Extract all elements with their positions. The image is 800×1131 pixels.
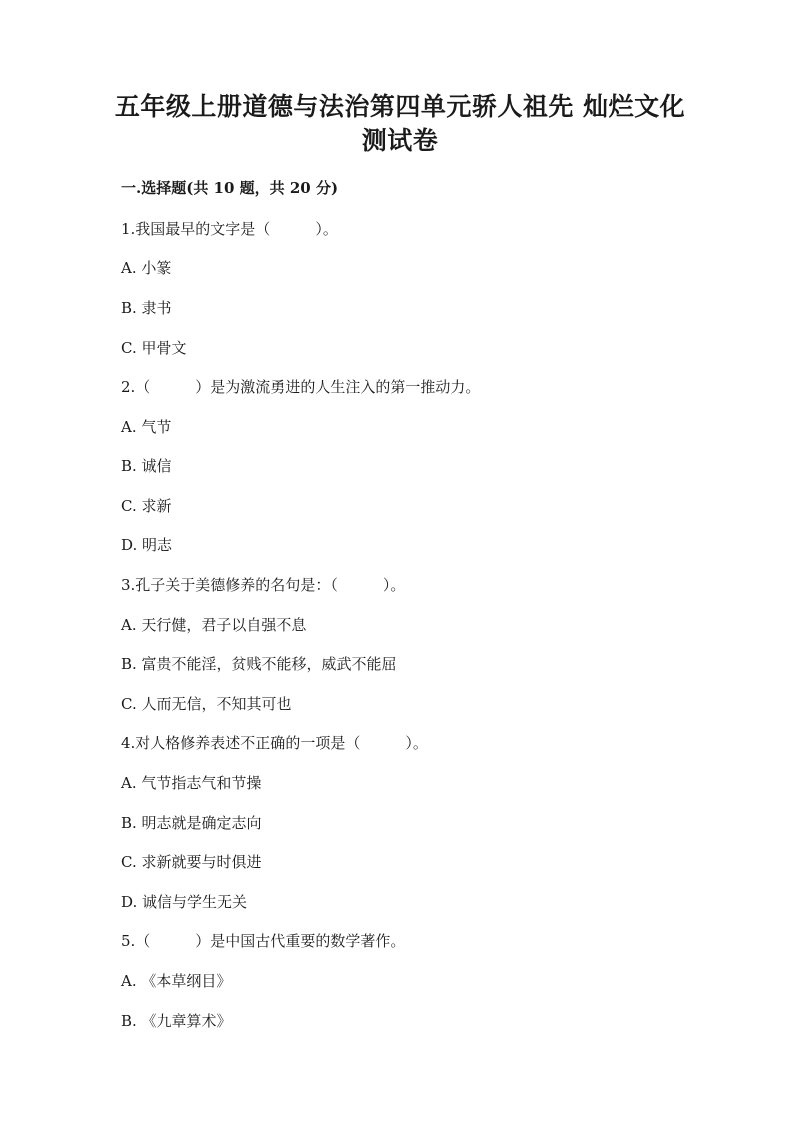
question-5-option-a: A. 《本草纲目》: [121, 972, 232, 990]
question-5-option-b: B. 《九章算术》: [121, 1012, 232, 1030]
question-2-stem: 2.（ ）是为激流勇进的人生注入的第一推动力。: [121, 378, 481, 396]
document-title: [0, 90, 800, 158]
question-2-option-c: C. 求新: [121, 497, 172, 515]
question-4-option-c: C. 求新就要与时俱进: [121, 853, 262, 871]
question-3-option-a: A. 天行健，君子以自强不息: [121, 616, 307, 634]
question-1-option-a: A. 小篆: [121, 259, 172, 277]
question-1-option-c: C. 甲骨文: [121, 339, 187, 357]
question-2-option-d: D. 明志: [121, 536, 173, 554]
section-heading: 一.选择题(共 10 题，共 20 分): [121, 179, 339, 197]
question-4-option-b: B. 明志就是确定志向: [121, 814, 262, 832]
question-2-option-a: A. 气节: [121, 418, 172, 436]
question-4-stem: 4.对人格修养表述不正确的一项是（ ）。: [121, 734, 428, 752]
question-3-option-c: C. 人而无信，不知其可也: [121, 695, 292, 713]
question-1-stem: 1.我国最早的文字是（ ）。: [121, 220, 338, 238]
question-2-option-b: B. 诚信: [121, 457, 172, 475]
question-3-option-b: B. 富贵不能淫，贫贱不能移，威武不能屈: [121, 655, 397, 673]
title-line-1: 五年级上册道德与法治第四单元骄人祖先 灿烂文化: [114, 92, 686, 121]
question-3-stem: 3.孔子关于美德修养的名句是：（ ）。: [121, 576, 406, 594]
question-5-stem: 5.（ ）是中国古代重要的数学著作。: [121, 932, 406, 950]
question-4-option-d: D. 诚信与学生无关: [121, 893, 248, 911]
question-1-option-b: B. 隶书: [121, 299, 172, 317]
title-line-2: 测试卷: [361, 126, 439, 155]
question-4-option-a: A. 气节指志气和节操: [121, 774, 262, 792]
